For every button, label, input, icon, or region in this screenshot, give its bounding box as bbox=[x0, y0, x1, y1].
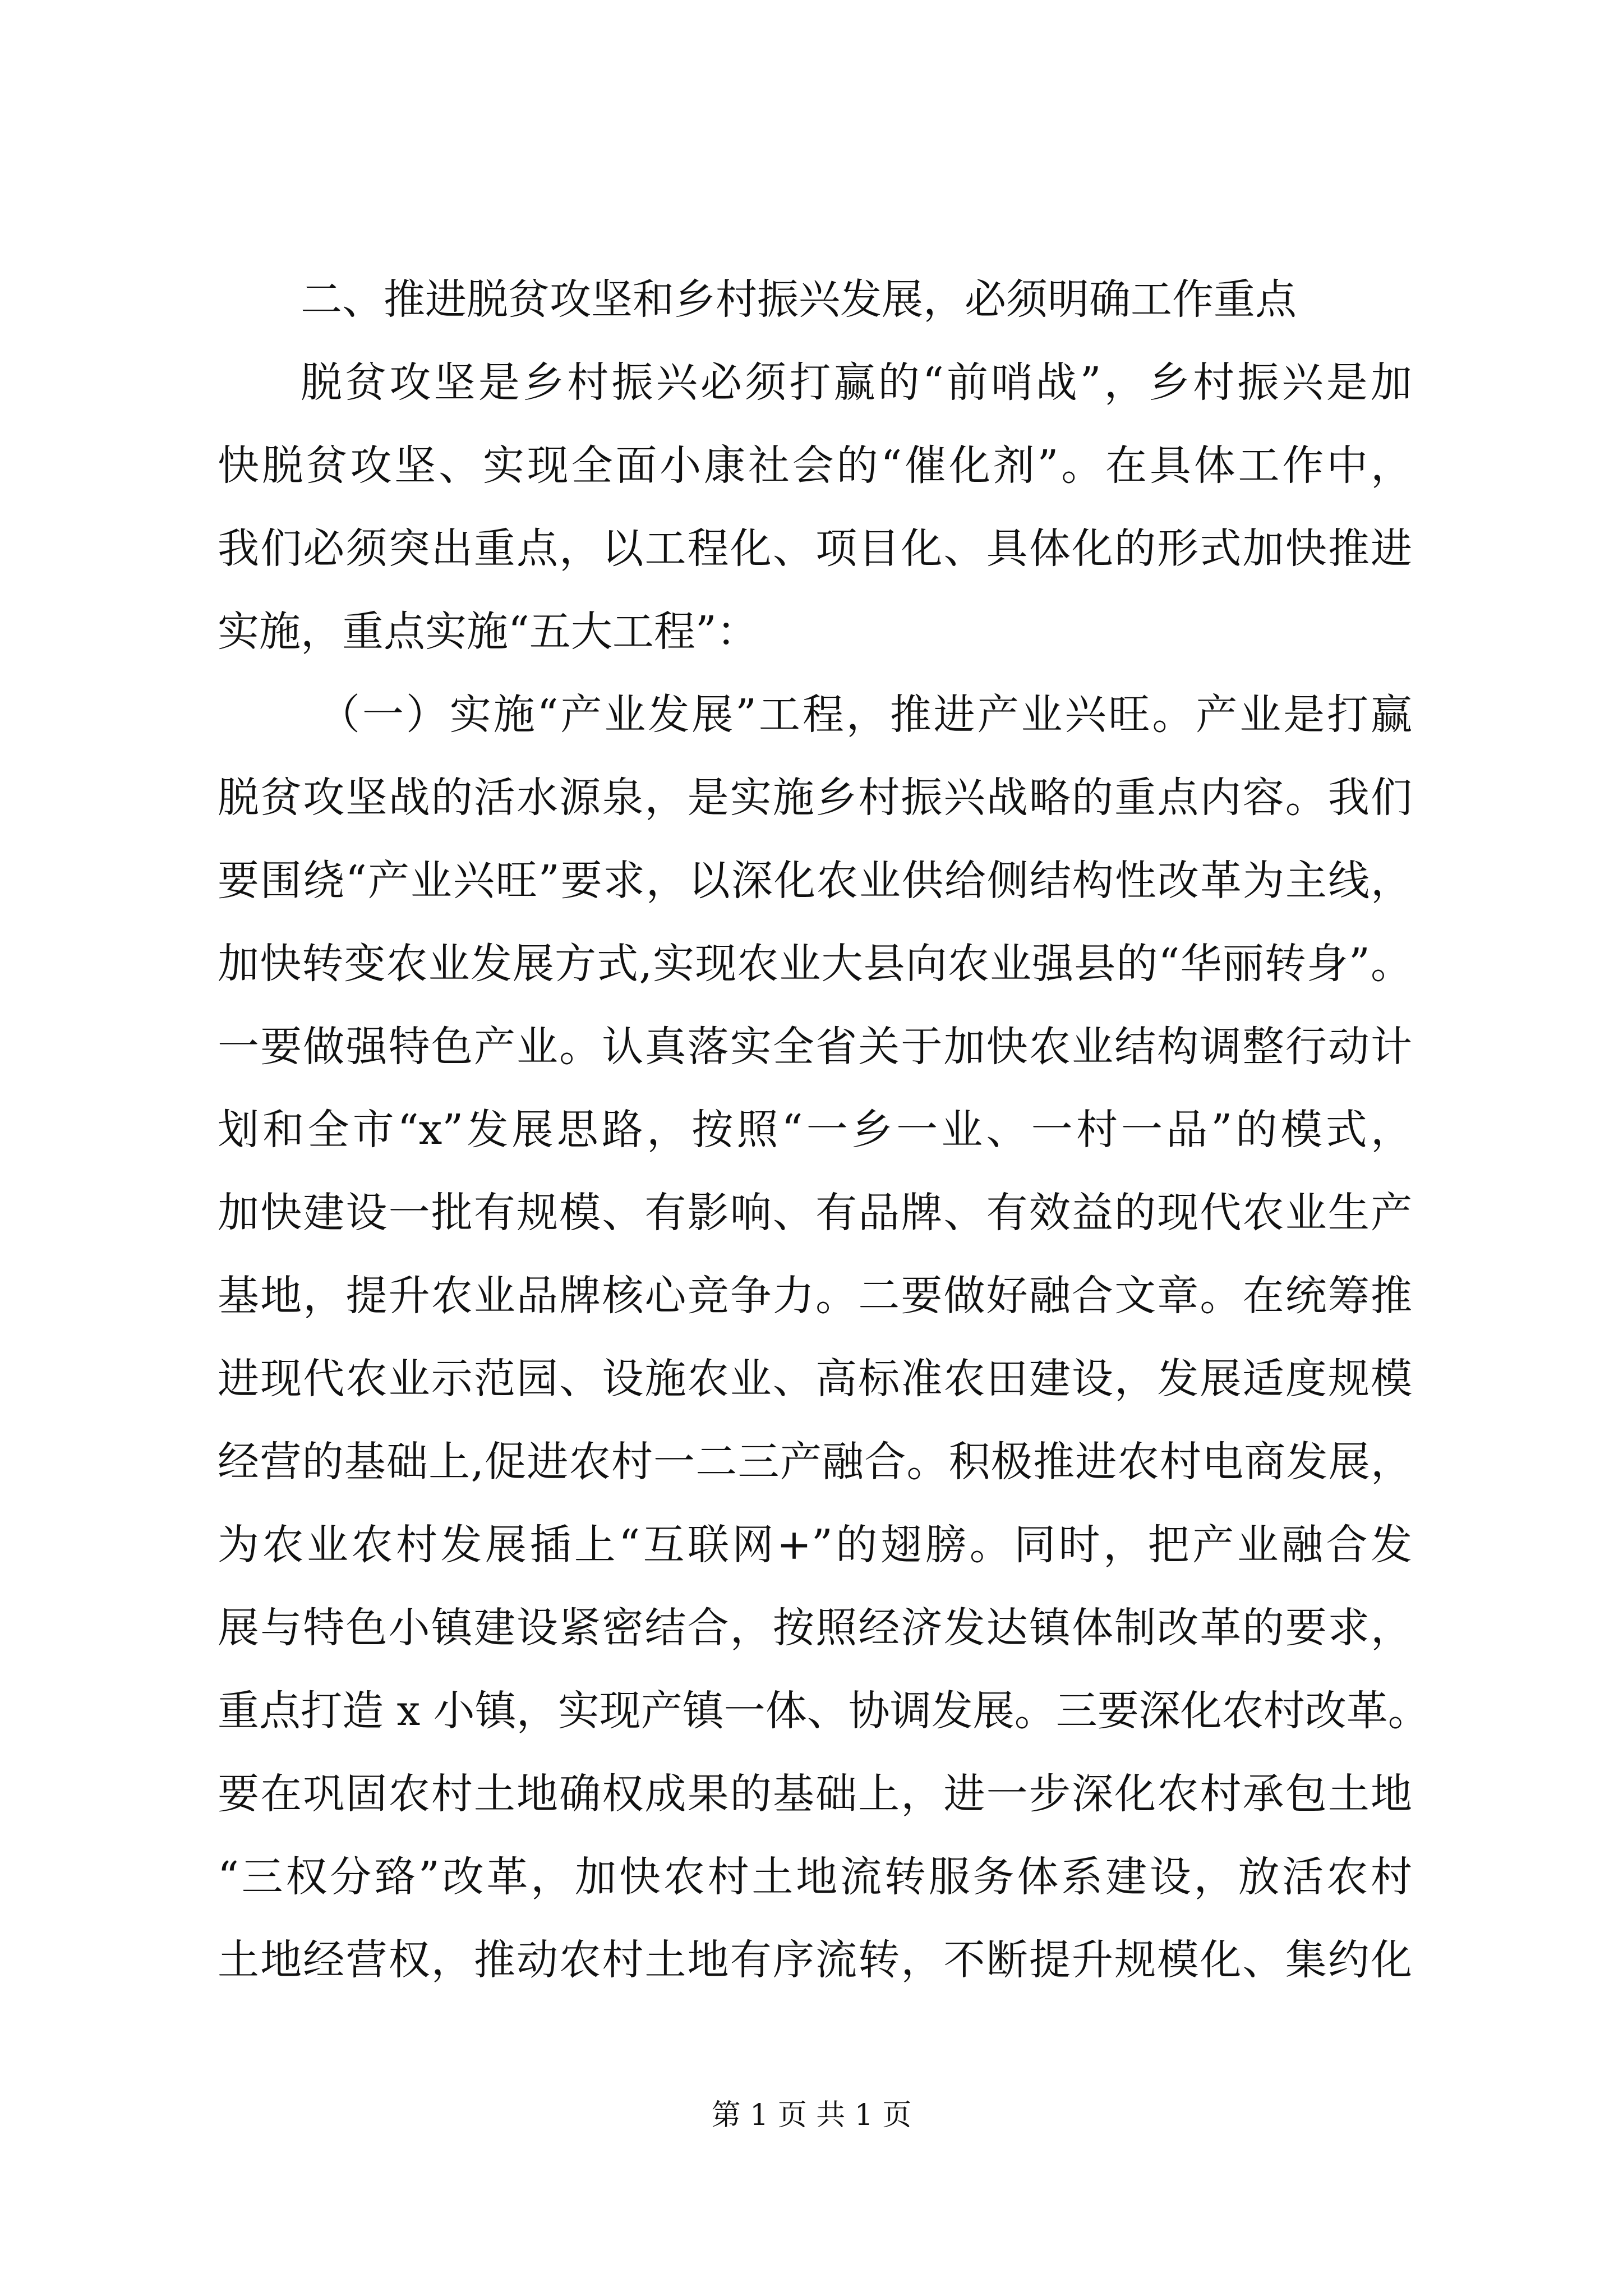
paragraph-line: （一）实施“产业发展”工程，推进产业兴旺。产业是打赢 bbox=[319, 691, 1412, 739]
paragraph-line: 一要做强特色产业。认真落实全省关于加快农业结构调整行动计 bbox=[218, 1023, 1412, 1071]
paragraph-line: 土地经营权，推动农村土地有序流转，不断提升规模化、集约化 bbox=[218, 1936, 1412, 1984]
paragraph-line: 重点打造 x 小镇，实现产镇一体、协调发展。三要深化农村改革。 bbox=[218, 1687, 1430, 1735]
paragraph-line: 为农业农村发展插上“互联网+”的翅膀。同时，把产业融合发 bbox=[218, 1521, 1412, 1569]
paragraph-line: 加快转变农业发展方式,实现农业大县向农业强县的“华丽转身”。 bbox=[218, 940, 1412, 988]
paragraph-line: 划和全市“x”发展思路，按照“一乡一业、一村一品”的模式， bbox=[218, 1106, 1412, 1154]
paragraph-line: 脱贫攻坚是乡村振兴必须打赢的“前哨战”，乡村振兴是加 bbox=[301, 358, 1412, 407]
paragraph-line: 实施，重点实施“五大工程”： bbox=[218, 608, 758, 656]
paragraph-line: “三权分臵”改革，加快农村土地流转服务体系建设，放活农村 bbox=[218, 1853, 1412, 1901]
paragraph-line: 基地，提升农业品牌核心竞争力。二要做好融合文章。在统筹推 bbox=[218, 1272, 1412, 1320]
paragraph-line: 要在巩固农村土地确权成果的基础上，进一步深化农村承包土地 bbox=[218, 1770, 1412, 1818]
document-body bbox=[218, 258, 1430, 2001]
paragraph-line: 经营的基础上,促进农村一二三产融合。积极推进农村电商发展， bbox=[218, 1438, 1412, 1486]
paragraph-line: 我们必须突出重点，以工程化、项目化、具体化的形式加快推进 bbox=[218, 524, 1412, 573]
paragraph-line: 加快建设一批有规模、有影响、有品牌、有效益的现代农业生产 bbox=[218, 1189, 1412, 1237]
paragraph-line: 展与特色小镇建设紧密结合，按照经济发达镇体制改革的要求， bbox=[218, 1604, 1412, 1652]
paragraph-line: 快脱贫攻坚、实现全面小康社会的“催化剂”。在具体工作中， bbox=[218, 441, 1412, 490]
section-heading: 二、推进脱贫攻坚和乡村振兴发展，必须明确工作重点 bbox=[301, 275, 1297, 324]
page-footer: 第 1 页 共 1 页 bbox=[711, 2099, 912, 2132]
paragraph-line: 进现代农业示范园、设施农业、高标准农田建设，发展适度规模 bbox=[218, 1355, 1412, 1403]
paragraph-line: 脱贫攻坚战的活水源泉，是实施乡村振兴战略的重点内容。我们 bbox=[218, 774, 1412, 822]
paragraph-line: 要围绕“产业兴旺”要求，以深化农业供给侧结构性改革为主线， bbox=[218, 857, 1412, 905]
